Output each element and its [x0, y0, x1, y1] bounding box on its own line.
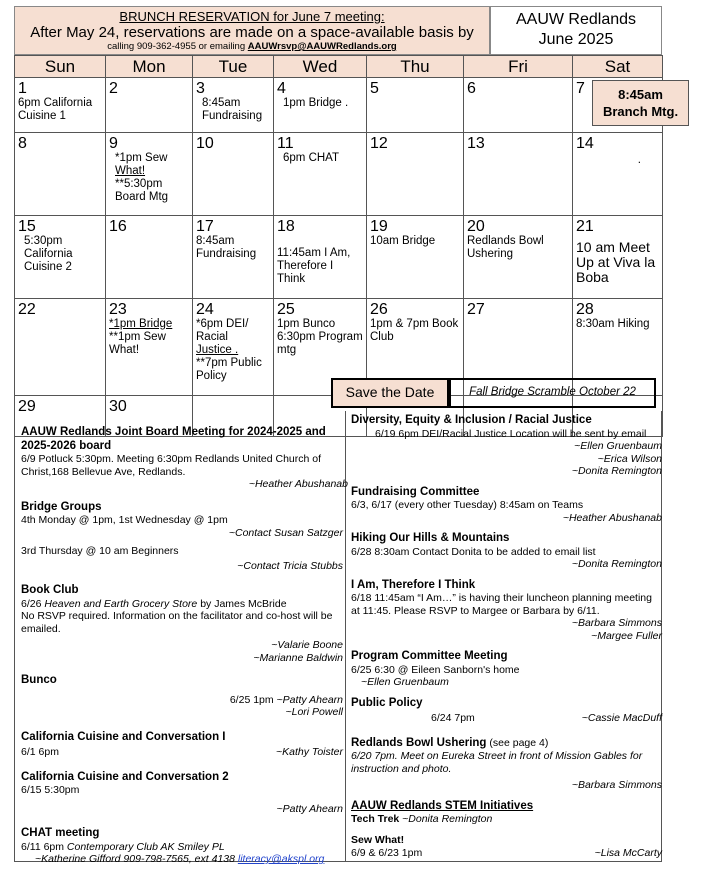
calendar-event: 8:45am Fundraising	[202, 97, 263, 122]
day-cell	[15, 216, 106, 299]
fundraising-contact: ~Heather Abushanab	[562, 511, 662, 524]
calendar-event: What!	[115, 165, 146, 177]
week-row	[15, 78, 663, 133]
day-cell	[274, 78, 367, 133]
calendar-title	[490, 6, 662, 55]
cc1-row	[21, 746, 343, 759]
weekday-sat: Sat	[573, 56, 663, 78]
month-label: June 2025	[538, 31, 614, 48]
day-cell	[193, 299, 274, 396]
day-number: 27	[467, 301, 485, 318]
day-number: 21	[576, 218, 594, 235]
bridge-groups-title: Bridge Groups	[21, 500, 102, 513]
bunco-title: Bunco	[21, 674, 57, 686]
bridge-line-2: 3rd Thursday @ 10 am Beginners	[21, 545, 179, 557]
day-cell	[573, 216, 663, 299]
sew-what-title: Sew What!	[351, 833, 405, 846]
calendar-event: 11:45am I Am, Therefore I Think	[277, 247, 351, 285]
org-name: AAUW Redlands	[515, 11, 637, 28]
sew-what-row	[351, 847, 662, 860]
branch-meeting-time: 8:45am	[618, 87, 663, 102]
save-the-date-box: Save the Date	[331, 378, 449, 408]
day-cell	[193, 216, 274, 299]
book-club-contact-1: ~Valarie Boone	[271, 639, 343, 651]
cc2-title: California Cuisine and Conversation 2	[21, 770, 229, 783]
day-cell	[464, 78, 573, 133]
sew-what-time: 6/9 & 6/23 1pm	[351, 847, 423, 859]
program-contact: ~Ellen Gruenbaum	[361, 676, 449, 688]
dei-contact-1: ~Ellen Gruenbaum	[574, 440, 662, 452]
tech-trek-line	[351, 813, 662, 826]
weekday-wed: Wed	[274, 56, 367, 78]
day-cell	[367, 78, 464, 133]
book-author: by James McBride	[197, 597, 287, 610]
day-number: 13	[467, 135, 485, 152]
week-row	[15, 216, 663, 299]
week-row	[15, 133, 663, 216]
sew-what-contact: ~Lisa McCarty	[594, 847, 662, 859]
book-title: Heaven and Earth Grocery Store	[44, 597, 198, 610]
banner-contact-text: calling 909-362-4955 or emailing	[107, 41, 248, 52]
i-am-line-1: 6/18 11:45am “I Am…” is having their luncheon planning meeting at 11:45. Please RSVP to Margee or Barbara by 6/11.	[351, 592, 652, 617]
day-number: 26	[370, 301, 388, 318]
day-number: 12	[370, 135, 388, 152]
cc1-contact: ~Kathy Toister	[275, 746, 343, 758]
brunch-reservation-banner	[14, 6, 490, 55]
public-policy-title: Public Policy	[351, 696, 423, 709]
day-cell	[106, 133, 193, 216]
bridge-contact-2: ~Contact Tricia Stubbs	[237, 559, 343, 572]
chat-contact: ~Katherine Gifford 909-798-7565, ext 4138	[35, 853, 238, 865]
dei-title: Diversity, Equity & Inclusion / Racial Justice	[351, 414, 592, 426]
calendar-event: 8:45am Fundraising	[196, 235, 257, 260]
chat-time: 6/11 6pm	[21, 840, 67, 853]
day-cell	[106, 299, 193, 396]
weekday-fri: Fri	[464, 56, 573, 78]
day-cell	[367, 133, 464, 216]
day-number: 29	[18, 398, 36, 415]
bunco-time: 6/25 1pm	[229, 693, 277, 706]
fundraising-title: Fundraising Committee	[351, 485, 480, 498]
cc2-contact: ~Patty Ahearn	[276, 802, 343, 815]
day-cell	[193, 133, 274, 216]
day-cell	[573, 133, 663, 216]
day-cell	[15, 78, 106, 133]
banner-contact	[15, 41, 489, 53]
day-cell	[367, 216, 464, 299]
calendar-event: 1pm & 7pm Book Club	[370, 318, 459, 343]
calendar-event: **1pm Sew What!	[109, 331, 166, 356]
calendar-event: 8:30am Hiking	[576, 318, 650, 330]
calendar-event: **7pm Public Policy	[196, 357, 262, 382]
day-number: 20	[467, 218, 485, 235]
left-column	[21, 426, 348, 865]
day-number: 18	[277, 218, 295, 235]
bowl-line-1: 6/20 7pm. Meet on Eureka Street in front of Mission Gables for instruction and photo.	[351, 750, 643, 775]
calendar-event: *1pm Sew	[115, 152, 168, 164]
calendar-event: 6pm California Cuisine 1	[18, 97, 93, 122]
day-cell	[274, 133, 367, 216]
book-club-line-2: No RSVP required. Information on the facilitator and co-host will be emailed.	[21, 610, 333, 635]
branch-meeting-label: Branch Mtg.	[602, 104, 679, 119]
stem-title: AAUW Redlands STEM Initiatives	[351, 799, 534, 812]
program-line-1: 6/25 6:30 @ Eileen Sanborn's home	[351, 663, 520, 676]
bridge-contact-1: ~Contact Susan Satzger	[228, 526, 343, 539]
cc2-time: 6/15 5:30pm	[21, 784, 80, 796]
calendar-event: **5:30pm Board Mtg	[115, 178, 169, 203]
program-title: Program Committee Meeting	[351, 650, 508, 662]
day-cell	[274, 216, 367, 299]
hiking-title: Hiking Our Hills & Mountains	[351, 532, 510, 544]
hiking-contact: ~Donita Remington	[571, 558, 662, 570]
branch-meeting-badge	[592, 80, 689, 126]
day-number: 11	[277, 135, 294, 152]
calendar-event: 5:30pm California Cuisine 2	[24, 235, 73, 273]
dei-contact-2: ~Erica Wilson	[597, 452, 662, 465]
tech-trek-label: Tech Trek	[351, 813, 400, 825]
bowl-title: Redlands Bowl Ushering	[351, 736, 487, 749]
joint-board-title: AAUW Redlands Joint Board Meeting for 2024-2025 and 2025-2026 board	[21, 426, 326, 452]
day-number: 17	[196, 218, 214, 235]
day-cell	[15, 133, 106, 216]
bowl-heading	[351, 737, 662, 751]
bowl-contact: ~Barbara Simmons	[571, 779, 662, 791]
day-cell	[193, 78, 274, 133]
public-policy-row	[351, 712, 662, 725]
day-cell	[106, 216, 193, 299]
calendar-event: .	[637, 154, 641, 166]
calendar-event: 6pm CHAT	[283, 152, 340, 164]
chat-line-2	[21, 853, 343, 866]
weekday-header	[15, 56, 663, 78]
day-number: 2	[109, 80, 118, 97]
day-number: 1	[18, 80, 27, 97]
day-number: 10	[196, 135, 214, 152]
bowl-page-ref: (see page 4)	[486, 736, 549, 749]
day-number: 3	[196, 80, 205, 97]
day-number: 7	[576, 80, 585, 97]
day-number: 14	[576, 135, 594, 152]
calendar-event: Redlands Bowl Ushering	[467, 235, 544, 260]
i-am-contact-1: ~Barbara Simmons	[571, 617, 662, 629]
dei-contact-3: ~Donita Remington	[571, 465, 662, 477]
bridge-line-1: 4th Monday @ 1pm, 1st Wednesday @ 1pm	[21, 514, 228, 526]
rsvp-email: AAUWrsvp@AAUWRedlands.org	[247, 41, 397, 52]
bunco-contact-1: ~Patty Ahearn	[276, 693, 343, 706]
day-number: 22	[18, 301, 36, 318]
tech-trek-contact: ~Donita Remington	[399, 813, 493, 825]
chat-email-link[interactable]: literacy@akspl.org	[237, 853, 325, 865]
day-number: 19	[370, 218, 388, 235]
weekday-tue: Tue	[193, 56, 274, 78]
day-cell	[464, 133, 573, 216]
day-number: 15	[18, 218, 36, 235]
public-policy-contact: ~Cassie MacDuff	[581, 712, 662, 724]
day-cell	[15, 299, 106, 396]
calendar-event: *6pm DEI/ Racial	[196, 318, 249, 343]
calendar-event: 10am Bridge	[370, 235, 436, 247]
day-number: 28	[576, 301, 594, 318]
day-number: 16	[109, 218, 127, 235]
day-number: 6	[467, 80, 476, 97]
calendar-event: 10 am Meet Up at Viva la Boba	[576, 239, 656, 285]
banner-heading: BRUNCH RESERVATION for June 7 meeting:	[119, 9, 385, 24]
book-club-date: 6/26	[21, 597, 45, 610]
fall-bridge-box: Fall Bridge Scramble October 22	[449, 378, 656, 408]
i-am-title: I Am, Therefore I Think	[351, 578, 476, 591]
weekday-sun: Sun	[15, 56, 106, 78]
joint-board-contact: ~Heather Abushanab	[248, 478, 348, 490]
day-number: 4	[277, 80, 286, 97]
bunco-contact-2: ~Lori Powell	[285, 706, 343, 718]
book-club-title: Book Club	[21, 584, 79, 596]
chat-location: Contemporary Club AK Smiley PL	[66, 840, 225, 853]
cc1-title: California Cuisine and Conversation I	[21, 730, 226, 743]
day-cell	[464, 216, 573, 299]
calendar-event: Justice .	[196, 344, 239, 356]
joint-board-text: 6/9 Potluck 5:30pm. Meeting 6:30pm Redlands United Church of Christ,168 Bellevue Ave, Redlands.	[21, 453, 322, 478]
fundraising-line-1: 6/3, 6/17 (every other Tuesday) 8:45am on Teams	[351, 499, 584, 511]
banner-text: After May 24, reservations are made on a space-available basis by	[30, 24, 474, 41]
hiking-line-1: 6/28 8:30am Contact Donita to be added to email list	[351, 545, 596, 558]
day-number: 5	[370, 80, 379, 97]
weekday-mon: Mon	[106, 56, 193, 78]
day-number: 30	[109, 398, 127, 415]
weekday-thu: Thu	[367, 56, 464, 78]
calendar-event: 1pm Bunco 6:30pm Program mtg	[277, 318, 363, 356]
day-number: 9	[109, 135, 118, 152]
day-cell	[106, 78, 193, 133]
right-column	[351, 414, 662, 860]
cc1-time: 6/1 6pm	[21, 746, 59, 758]
bunco-line-1	[21, 694, 343, 707]
day-number: 23	[109, 301, 127, 318]
day-number: 8	[18, 135, 27, 152]
day-number: 25	[277, 301, 295, 318]
chat-line-1	[21, 841, 343, 854]
book-club-contact-2: ~Marianne Baldwin	[253, 651, 343, 664]
book-club-line-1	[21, 598, 343, 611]
calendar-event: *1pm Bridge	[109, 318, 173, 330]
public-policy-time: 6/24 7pm	[431, 712, 475, 724]
dei-line-1: 6/19 6pm DEI/Racial Justice Location will be sent by email	[375, 427, 647, 440]
chat-title: CHAT meeting	[21, 827, 100, 839]
i-am-contact-2: ~Margee Fuller	[591, 629, 662, 642]
calendar-event: 1pm Bridge .	[283, 97, 349, 109]
day-number: 24	[196, 301, 214, 318]
